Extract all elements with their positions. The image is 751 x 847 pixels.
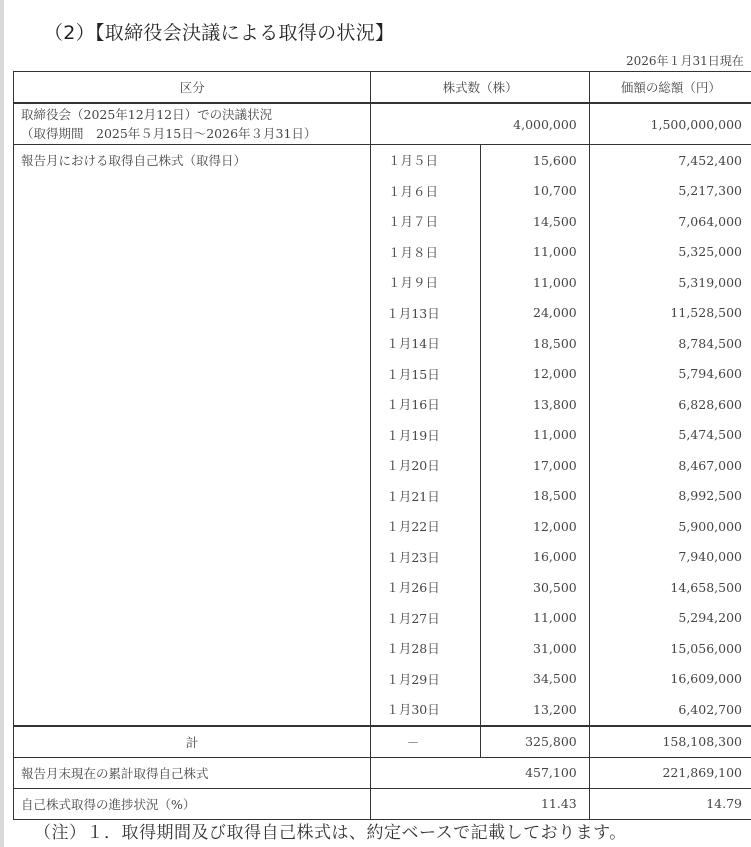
acquisition-date: １月14日 <box>371 328 480 359</box>
acquisition-date: １月６日 <box>371 176 480 207</box>
header-category: 区分 <box>14 72 371 104</box>
acquisition-date: １月９日 <box>371 267 480 298</box>
resolution-label <box>14 103 371 145</box>
resolution-amount: 1,500,000,000 <box>589 103 751 145</box>
acquisition-amount: 7,064,000 <box>589 206 751 237</box>
header-shares: 株式数（株） <box>371 72 589 104</box>
acquisition-amount: 5,217,300 <box>589 176 751 207</box>
acquisition-amount: 8,784,500 <box>589 328 751 359</box>
page-left-border <box>0 0 4 847</box>
acquisition-shares: 15,600 <box>480 145 589 176</box>
acquisition-shares: 24,000 <box>480 298 589 329</box>
section-title: （2）【取締役会決議による取得の状況】 <box>44 22 395 44</box>
acquisition-date: １月27日 <box>371 603 480 634</box>
resolution-line1: 取締役会（2025年12月12日）での決議状況 <box>21 107 273 122</box>
acquisition-date: １月28日 <box>371 633 480 664</box>
resolution-row <box>14 103 751 145</box>
acquisition-date: １月19日 <box>371 420 480 451</box>
acquisition-amount: 5,325,000 <box>589 237 751 268</box>
acquisition-shares: 18,500 <box>480 481 589 512</box>
acquisition-shares: 34,500 <box>480 664 589 695</box>
acquisition-date: １月23日 <box>371 542 480 573</box>
acquisition-shares: 13,800 <box>480 389 589 420</box>
acquisition-shares: 18,500 <box>480 328 589 359</box>
acquisition-shares: 11,000 <box>480 420 589 451</box>
acquisition-date: １月15日 <box>371 359 480 390</box>
progress-shares: 11.43 <box>371 788 589 819</box>
as-of-date: 2026年１月31日現在 <box>626 54 744 68</box>
acquisition-amount: 15,056,000 <box>589 633 751 664</box>
acquisition-date: １月30日 <box>371 694 480 726</box>
acquisition-date: １月７日 <box>371 206 480 237</box>
cumulative-label: 報告月末現在の累計取得自己株式 <box>14 757 371 788</box>
acquisition-date: １月22日 <box>371 511 480 542</box>
acquisition-date: １月13日 <box>371 298 480 329</box>
acquisition-amount: 5,474,500 <box>589 420 751 451</box>
cumulative-amount: 221,869,100 <box>589 757 751 788</box>
acquisition-shares: 12,000 <box>480 511 589 542</box>
acquisition-shares: 11,000 <box>480 267 589 298</box>
acquisition-amount: 5,294,200 <box>589 603 751 634</box>
acquisition-amount: 8,992,500 <box>589 481 751 512</box>
acquisition-amount: 7,940,000 <box>589 542 751 573</box>
total-row <box>14 726 751 758</box>
acquisition-date: １月26日 <box>371 572 480 603</box>
acquisition-date: １月21日 <box>371 481 480 512</box>
footnote: （注）１．取得期間及び取得自己株式は、約定ベースで記載しております。 <box>34 823 627 843</box>
table-header-row <box>14 72 751 104</box>
acquisition-shares: 11,000 <box>480 237 589 268</box>
acquisition-amount: 11,528,500 <box>589 298 751 329</box>
acquisition-amount: 8,467,000 <box>589 450 751 481</box>
table-row <box>14 145 751 176</box>
acquisition-date: １月16日 <box>371 389 480 420</box>
acquisition-shares: 16,000 <box>480 542 589 573</box>
acquisition-amount: 6,828,600 <box>589 389 751 420</box>
acquisition-shares: 14,500 <box>480 206 589 237</box>
header-amount: 価額の総額（円） <box>589 72 751 104</box>
acquisition-date: １月29日 <box>371 664 480 695</box>
acquisition-date: １月５日 <box>371 145 480 176</box>
acquisition-shares: 11,000 <box>480 603 589 634</box>
total-date: － <box>371 726 480 758</box>
total-amount: 158,108,300 <box>589 726 751 758</box>
cumulative-shares: 457,100 <box>371 757 589 788</box>
acquisition-amount: 7,452,400 <box>589 145 751 176</box>
progress-label: 自己株式取得の進捗状況（%） <box>14 788 371 819</box>
resolution-line2: （取得期間 2025年５月15日～2026年３月31日） <box>21 126 317 141</box>
acquisition-shares: 13,200 <box>480 694 589 726</box>
acquisition-amount: 5,794,600 <box>589 359 751 390</box>
acquisition-table <box>13 71 751 820</box>
acquisition-shares: 31,000 <box>480 633 589 664</box>
total-label: 計 <box>14 726 371 758</box>
acquisition-amount: 5,319,000 <box>589 267 751 298</box>
acquisition-shares: 30,500 <box>480 572 589 603</box>
progress-row <box>14 788 751 819</box>
acquisition-shares: 12,000 <box>480 359 589 390</box>
acquisition-date: １月８日 <box>371 237 480 268</box>
acquisition-amount: 6,402,700 <box>589 694 751 726</box>
acquisition-amount: 14,658,500 <box>589 572 751 603</box>
acquisition-amount: 5,900,000 <box>589 511 751 542</box>
acquisition-shares: 10,700 <box>480 176 589 207</box>
acquisition-label: 報告月における取得自己株式（取得日） <box>14 145 371 726</box>
acquisition-shares: 17,000 <box>480 450 589 481</box>
resolution-shares: 4,000,000 <box>371 103 589 145</box>
total-shares: 325,800 <box>480 726 589 758</box>
acquisition-date: １月20日 <box>371 450 480 481</box>
progress-amount: 14.79 <box>589 788 751 819</box>
acquisition-amount: 16,609,000 <box>589 664 751 695</box>
cumulative-row <box>14 757 751 788</box>
